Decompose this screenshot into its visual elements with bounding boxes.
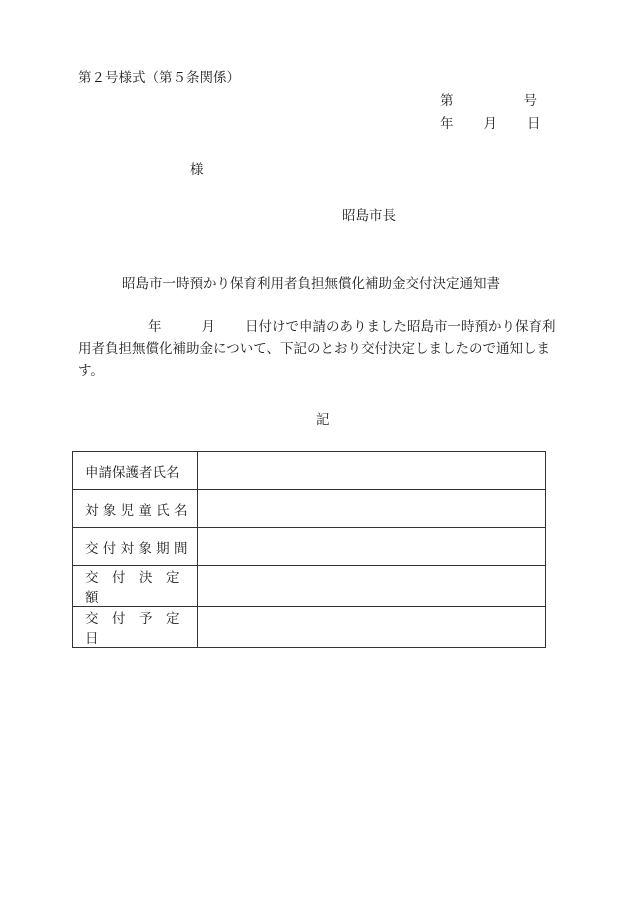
table-row — [73, 528, 546, 566]
row-value — [198, 452, 546, 490]
sender-name: 昭島市長 — [342, 208, 396, 224]
row-label: 交 付 予 定 日 — [73, 607, 198, 648]
row-value — [198, 490, 546, 528]
row-label: 交 付 対 象 期 間 — [73, 528, 198, 566]
body-paragraph — [78, 316, 558, 382]
date-month: 月 — [483, 116, 497, 132]
body-month: 月 — [201, 319, 215, 335]
addressee: 様 — [190, 162, 204, 178]
table-row — [73, 607, 546, 648]
date-day: 日 — [527, 116, 541, 132]
row-label: 申請保護者氏名 — [73, 452, 198, 490]
ki-heading: 記 — [316, 412, 330, 428]
details-table — [72, 451, 546, 648]
row-value — [198, 566, 546, 607]
document-number — [440, 89, 537, 109]
date-year: 年 — [440, 116, 454, 132]
table-row — [73, 452, 546, 490]
table-row — [73, 566, 546, 607]
form-number-label: 第２号様式（第５条関係） — [78, 70, 240, 86]
table-row — [73, 490, 546, 528]
issue-date — [440, 112, 541, 132]
row-value — [198, 607, 546, 648]
body-text: 日付けで申請のありました昭島市一時預かり保育利用者負担無償化補助金について、下記のとおり交付決定しましたので通知します。 — [78, 319, 556, 379]
row-label: 対 象 児 童 氏 名 — [73, 490, 198, 528]
body-year: 年 — [148, 319, 162, 335]
number-prefix: 第 — [440, 93, 454, 109]
row-value — [198, 528, 546, 566]
number-suffix: 号 — [523, 93, 537, 109]
document-title: 昭島市一時預かり保育利用者負担無償化補助金交付決定通知書 — [122, 276, 500, 292]
row-label: 交 付 決 定 額 — [73, 566, 198, 607]
